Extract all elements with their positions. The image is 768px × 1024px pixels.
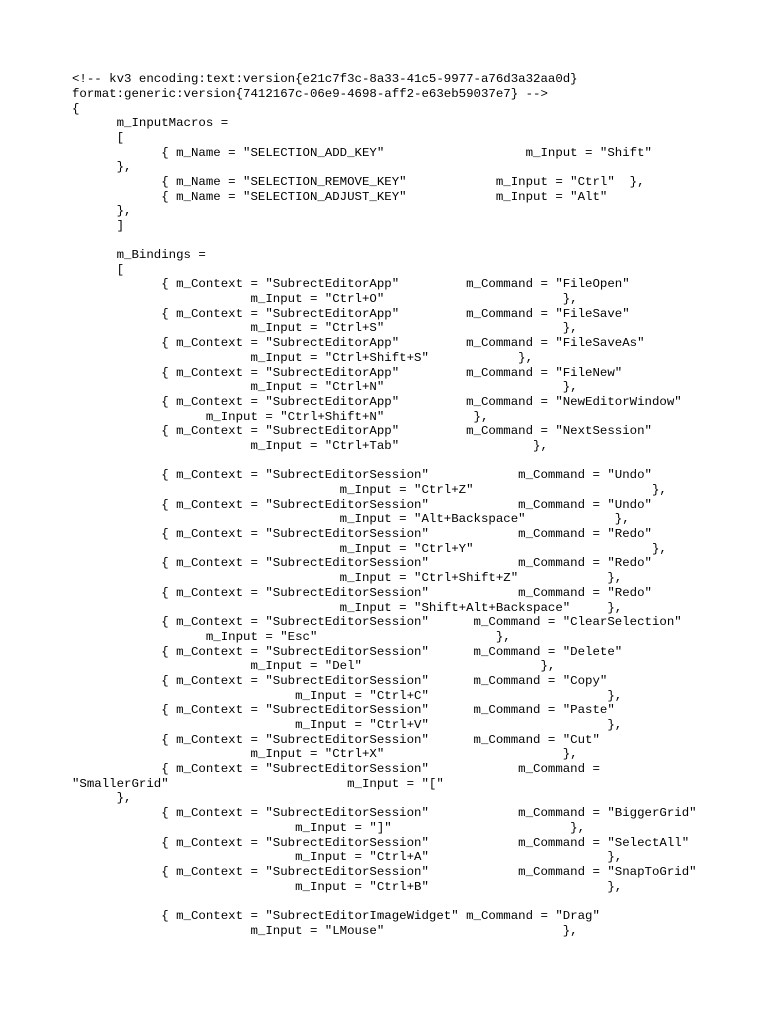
code-line-33: m_Input = "Ctrl+Y" }, — [72, 542, 667, 556]
code-line-19: { m_Context = "SubrectEditorApp" m_Command = "FileSaveAs" — [72, 336, 645, 350]
code-line-6: { m_Name = "SELECTION_ADD_KEY" m_Input = "Shift" — [72, 146, 652, 160]
code-line-7: }, — [72, 160, 132, 174]
code-line-45: m_Input = "Ctrl+V" }, — [72, 718, 623, 732]
code-line-5: [ — [72, 131, 125, 145]
code-line-42: { m_Context = "SubrectEditorSession" m_Command = "Copy" — [72, 674, 608, 688]
code-line-32: { m_Context = "SubrectEditorSession" m_Command = "Redo" — [72, 527, 652, 541]
code-line-51: { m_Context = "SubrectEditorSession" m_Command = "BiggerGrid" — [72, 806, 697, 820]
code-line-9: { m_Name = "SELECTION_ADJUST_KEY" m_Input = "Alt" — [72, 190, 608, 204]
code-line-41: m_Input = "Del" }, — [72, 659, 556, 673]
code-line-1: <!-- kv3 encoding:text:version{e21c7f3c-8a33-41c5-9977-a76d3a32aa0d} — [72, 72, 578, 86]
code-line-50: }, — [72, 791, 132, 805]
code-line-30: { m_Context = "SubrectEditorSession" m_Command = "Undo" — [72, 498, 652, 512]
code-line-14: [ — [72, 263, 125, 277]
code-line-17: { m_Context = "SubrectEditorApp" m_Command = "FileSave" — [72, 307, 630, 321]
code-line-28: { m_Context = "SubrectEditorSession" m_Command = "Undo" — [72, 468, 652, 482]
code-line-54: m_Input = "Ctrl+A" }, — [72, 850, 623, 864]
code-line-40: { m_Context = "SubrectEditorSession" m_Command = "Delete" — [72, 645, 623, 659]
code-line-29: m_Input = "Ctrl+Z" }, — [72, 483, 667, 497]
code-line-58: { m_Context = "SubrectEditorImageWidget" m_Command = "Drag" — [72, 909, 600, 923]
code-line-3: { — [72, 102, 80, 116]
code-line-47: m_Input = "Ctrl+X" }, — [72, 747, 578, 761]
code-line-31: m_Input = "Alt+Backspace" }, — [72, 512, 630, 526]
code-line-23: { m_Context = "SubrectEditorApp" m_Command = "NewEditorWindow" — [72, 395, 682, 409]
code-line-56: m_Input = "Ctrl+B" }, — [72, 880, 623, 894]
code-line-25: { m_Context = "SubrectEditorApp" m_Command = "NextSession" — [72, 424, 652, 438]
code-line-35: m_Input = "Ctrl+Shift+Z" }, — [72, 571, 623, 585]
code-line-11: ] — [72, 219, 125, 233]
code-line-39: m_Input = "Esc" }, — [72, 630, 511, 644]
code-line-59: m_Input = "LMouse" }, — [72, 924, 578, 938]
code-line-21: { m_Context = "SubrectEditorApp" m_Command = "FileNew" — [72, 366, 623, 380]
code-line-15: { m_Context = "SubrectEditorApp" m_Command = "FileOpen" — [72, 277, 630, 291]
code-line-24: m_Input = "Ctrl+Shift+N" }, — [72, 410, 489, 424]
code-line-2: format:generic:version{7412167c-06e9-4698-aff2-e63eb59037e7} --> — [72, 87, 548, 101]
code-line-48: { m_Context = "SubrectEditorSession" m_Command = — [72, 762, 600, 776]
code-line-43: m_Input = "Ctrl+C" }, — [72, 689, 623, 703]
code-line-46: { m_Context = "SubrectEditorSession" m_Command = "Cut" — [72, 733, 600, 747]
code-line-53: { m_Context = "SubrectEditorSession" m_Command = "SelectAll" — [72, 836, 690, 850]
code-line-55: { m_Context = "SubrectEditorSession" m_Command = "SnapToGrid" — [72, 865, 697, 879]
code-line-18: m_Input = "Ctrl+S" }, — [72, 321, 578, 335]
code-line-13: m_Bindings = — [72, 248, 206, 262]
code-line-38: { m_Context = "SubrectEditorSession" m_Command = "ClearSelection" — [72, 615, 682, 629]
code-line-8: { m_Name = "SELECTION_REMOVE_KEY" m_Input = "Ctrl" }, — [72, 175, 645, 189]
code-line-52: m_Input = "]" }, — [72, 821, 586, 835]
code-line-44: { m_Context = "SubrectEditorSession" m_Command = "Paste" — [72, 703, 615, 717]
code-line-10: }, — [72, 204, 132, 218]
code-line-34: { m_Context = "SubrectEditorSession" m_Command = "Redo" — [72, 556, 652, 570]
code-line-20: m_Input = "Ctrl+Shift+S" }, — [72, 351, 534, 365]
code-line-22: m_Input = "Ctrl+N" }, — [72, 380, 578, 394]
code-line-49: "SmallerGrid" m_Input = "[" — [72, 777, 444, 791]
code-line-36: { m_Context = "SubrectEditorSession" m_Command = "Redo" — [72, 586, 652, 600]
code-line-16: m_Input = "Ctrl+O" }, — [72, 292, 578, 306]
code-line-37: m_Input = "Shift+Alt+Backspace" }, — [72, 601, 623, 615]
code-line-26: m_Input = "Ctrl+Tab" }, — [72, 439, 548, 453]
code-line-4: m_InputMacros = — [72, 116, 229, 130]
